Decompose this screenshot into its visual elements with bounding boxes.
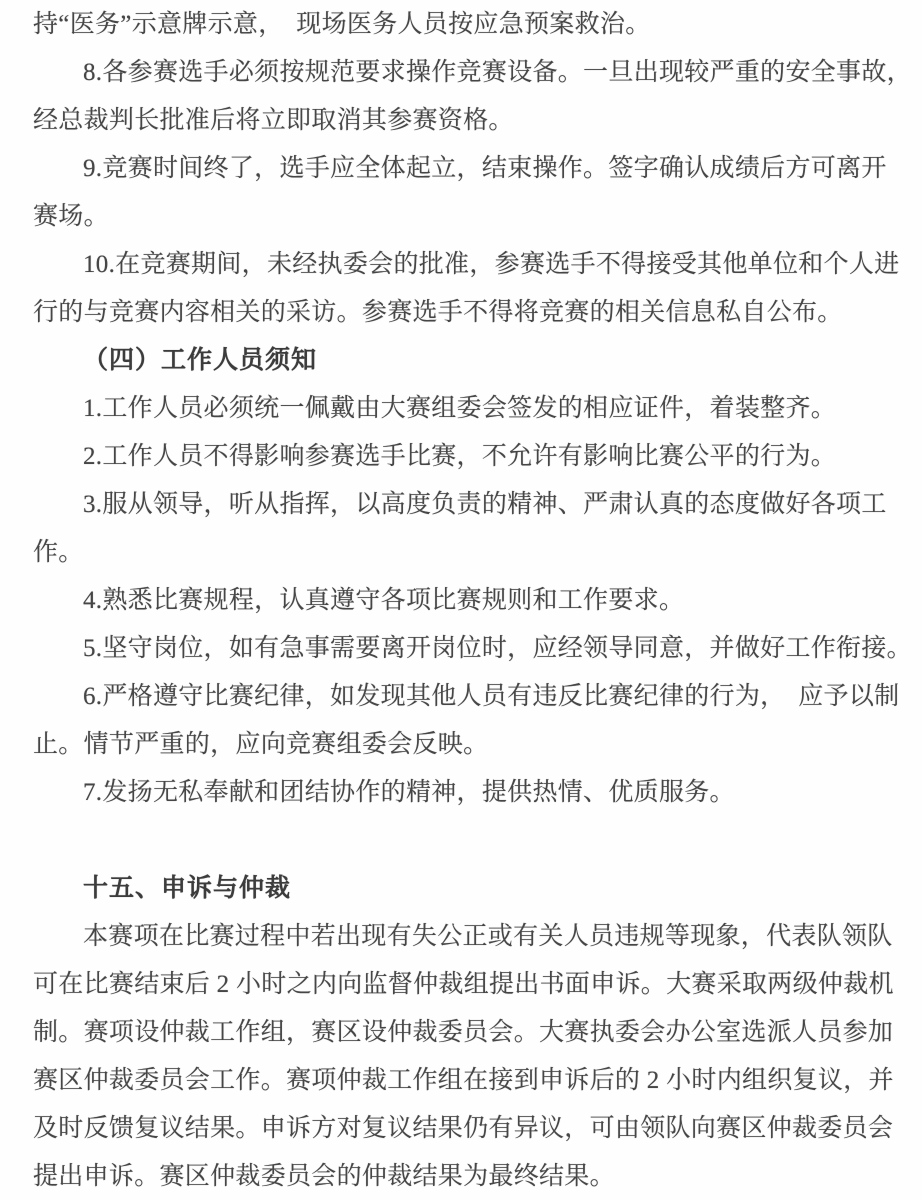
text-line: 本赛项在比赛过程中若出现有失公正或有关人员违规等现象，代表队领队 bbox=[83, 923, 893, 950]
text-line: 赛区仲裁委员会工作。赛项仲裁工作组在接到申诉后的 2 小时内组织复议，并 bbox=[33, 1067, 894, 1094]
text-line: 及时反馈复议结果。申诉方对复议结果仍有异议，可由领队向赛区仲裁委员会 bbox=[33, 1115, 894, 1142]
text-line: 赛场。 bbox=[33, 203, 109, 230]
text-line: 行的与竞赛内容相关的采访。参赛选手不得将竞赛的相关信息私自公布。 bbox=[33, 299, 843, 326]
text-line: 2.工作人员不得影响参赛选手比赛，不允许有影响比赛公平的行为。 bbox=[83, 443, 837, 470]
text-line: 止。情节严重的，应向竞赛组委会反映。 bbox=[33, 731, 489, 758]
text-line: 6.严格遵守比赛纪律，如发现其他人员有违反比赛纪律的行为， 应予以制 bbox=[83, 683, 900, 710]
text-line: 作。 bbox=[33, 539, 84, 566]
section-heading-appeal-arbitration: 十五、申诉与仲裁 bbox=[83, 875, 292, 902]
text-line: 1.工作人员必须统一佩戴由大赛组委会签发的相应证件，着装整齐。 bbox=[83, 395, 837, 422]
section-heading-staff-notice: （四）工作人员须知 bbox=[83, 347, 318, 374]
text-line: 3.服从领导，听从指挥，以高度负责的精神、严肃认真的态度做好各项工 bbox=[83, 491, 887, 518]
text-line: 可在比赛结束后 2 小时之内向监督仲裁组提出书面申诉。大赛采取两级仲裁机 bbox=[33, 971, 894, 998]
text-line: 制。赛项设仲裁工作组，赛区设仲裁委员会。大赛执委会办公室选派人员参加 bbox=[33, 1019, 894, 1046]
text-line: 提出申诉。赛区仲裁委员会的仲裁结果为最终结果。 bbox=[33, 1163, 615, 1190]
text-line: 9.竞赛时间终了，选手应全体起立，结束操作。签字确认成绩后方可离开 bbox=[83, 155, 887, 182]
text-line: 经总裁判长批准后将立即取消其参赛资格。 bbox=[33, 107, 514, 134]
text-line: 10.在竞赛期间，未经执委会的批准，参赛选手不得接受其他单位和个人进 bbox=[83, 251, 900, 278]
text-line: 持“医务”示意牌示意， 现场医务人员按应急预案救治。 bbox=[33, 11, 651, 38]
text-line: 8.各参赛选手必须按规范要求操作竞赛设备。一旦出现较严重的安全事故， bbox=[83, 59, 912, 86]
text-line: 5.坚守岗位，如有急事需要离开岗位时，应经领导同意，并做好工作衔接。 bbox=[83, 635, 912, 662]
text-line: 4.熟悉比赛规程，认真遵守各项比赛规则和工作要求。 bbox=[83, 587, 685, 614]
text-line: 7.发扬无私奉献和团结协作的精神，提供热情、优质服务。 bbox=[83, 779, 735, 806]
